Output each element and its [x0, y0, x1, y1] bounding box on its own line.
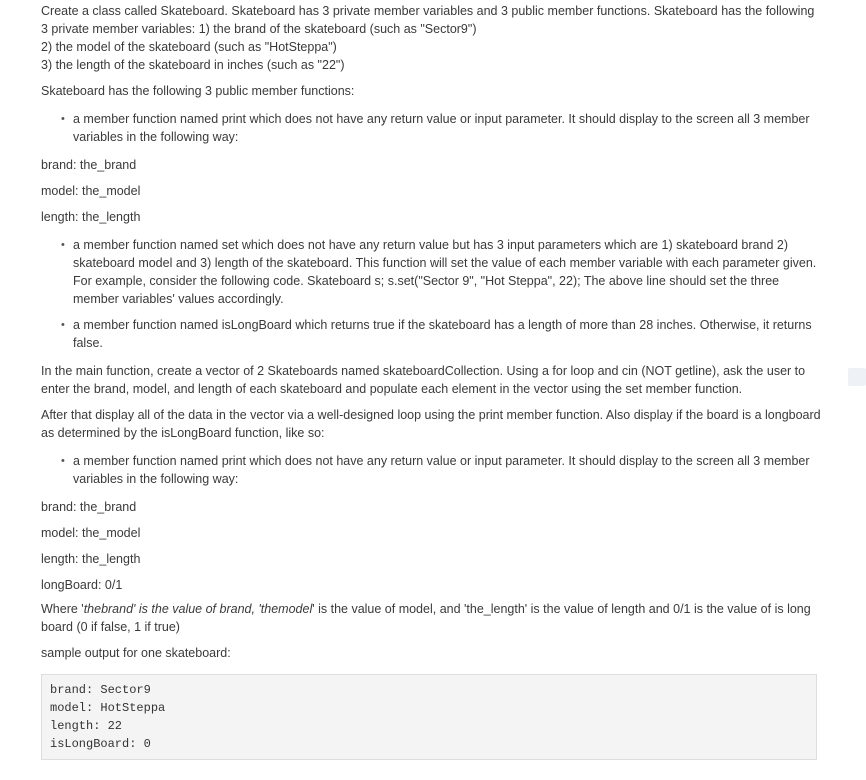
function-list-3 — [41, 452, 821, 488]
bullet-print-function: • a member function named print which does not have any return value or input parameter. It should display to the screen all 3 member variables in the following way: — [73, 110, 821, 146]
functions-intro: Skateboard has the following 3 public member functions: — [41, 84, 355, 98]
where-part-1: Where ' — [41, 602, 84, 616]
where-paragraph — [41, 600, 821, 636]
scroll-side-marker — [848, 368, 866, 386]
function-list-1 — [41, 110, 821, 146]
format-model: model: the_model — [41, 184, 141, 198]
sample-output-code: brand: Sector9 model: HotSteppa length: 22 isLongBoard: 0 — [41, 674, 817, 760]
where-italic: thebrand' is the value of brand, 'themodel — [83, 602, 313, 616]
format2-longboard: longBoard: 0/1 — [41, 578, 123, 592]
bullet-islongboard-function: • a member function named isLongBoard which returns true if the skateboard has a length of more than 28 inches. Otherwise, it returns false. — [73, 316, 821, 352]
format-length: length: the_length — [41, 210, 141, 224]
where-part-2: ' is the value of model, and 'the_length' is the value of length and 0/1 is the value of is long board (0 if false, 1 if true) — [41, 602, 811, 634]
function-list-2 — [41, 236, 821, 352]
sample-label: sample output for one skateboard: — [41, 646, 231, 660]
intro-paragraph — [41, 2, 821, 74]
assignment-content — [41, 2, 821, 760]
format2-brand: brand: the_brand — [41, 500, 137, 514]
intro-line-3: 3) the length of the skateboard in inches (such as "22") — [41, 58, 345, 72]
format-brand: brand: the_brand — [41, 158, 137, 172]
format2-length: length: the_length — [41, 552, 141, 566]
intro-line-2: 2) the model of the skateboard (such as "HotSteppa") — [41, 40, 337, 54]
bullet-set-function: • a member function named set which does not have any return value but has 3 input parameters which are 1) skateboard brand 2) skateboard model and 3) length of the skateboard. This function will set the value of each member variable with each parameter given. For example, consider the following code. Skateboard s; s.set("Sector 9", "Hot Steppa", 22); The above line should set the three member variables' values accordingly. — [73, 236, 821, 308]
format2-model: model: the_model — [41, 526, 141, 540]
bullet-print-function-2: • a member function named print which does not have any return value or input parameter. It should display to the screen all 3 member variables in the following way: — [73, 452, 821, 488]
display-paragraph: After that display all of the data in the vector via a well-designed loop using the print member function. Also display if the board is a longboard as determined by the isLongBoard function, like so: — [41, 408, 821, 440]
intro-line-1: Create a class called Skateboard. Skateboard has 3 private member variables and 3 public member functions. Skateboard has the following 3 private member variables: 1) the brand of the skateboard (such as "Sector9") — [41, 4, 815, 36]
main-function-paragraph: In the main function, create a vector of 2 Skateboards named skateboardCollection. Using a for loop and cin (NOT getline), ask the user to enter the brand, model, and length of each skateboard and populate each element in the vector using the set member function. — [41, 364, 806, 396]
